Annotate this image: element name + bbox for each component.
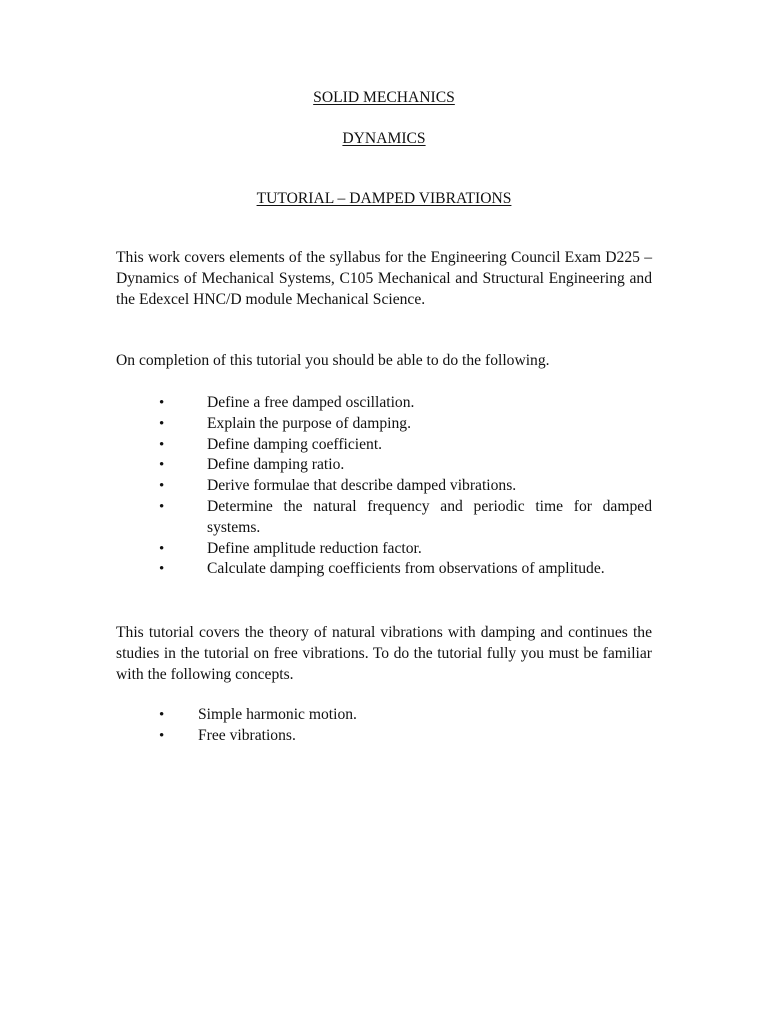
- list-item: [0, 539, 768, 560]
- list-item: [0, 414, 768, 435]
- bullet-icon: •: [159, 436, 165, 453]
- list-item-text: Calculate damping coefficients from observations of amplitude.: [207, 560, 605, 578]
- title-tutorial: TUTORIAL – DAMPED VIBRATIONS: [256, 190, 512, 207]
- list-item-text: Free vibrations.: [198, 726, 296, 744]
- list-item: [0, 705, 768, 726]
- bullet-icon: •: [159, 457, 165, 474]
- bullet-icon: •: [159, 727, 165, 744]
- list-item: [0, 476, 768, 497]
- prerequisites-list: [0, 705, 768, 747]
- list-item: [0, 497, 768, 539]
- prerequisites-lead: This tutorial covers the theory of natural vibrations with damping and continues the studies in the tutorial on free vibrations. To do the tutorial fully you must be familiar with the following concepts.: [116, 624, 652, 683]
- bullet-icon: •: [159, 478, 165, 495]
- list-item-text: Define damping ratio.: [207, 456, 345, 474]
- list-item: [0, 393, 768, 414]
- bullet-icon: •: [159, 498, 165, 515]
- objectives-lead: On completion of this tutorial you should be able to do the following.: [116, 352, 550, 369]
- list-item-text: Define amplitude reduction factor.: [207, 539, 422, 557]
- list-item-text: Define damping coefficient.: [207, 435, 383, 453]
- bullet-icon: •: [159, 540, 165, 557]
- bullet-icon: •: [159, 707, 165, 723]
- bullet-icon: •: [159, 395, 165, 411]
- list-item: [0, 726, 768, 747]
- list-item-text: Derive formulae that describe damped vibrations.: [207, 477, 517, 495]
- intro-paragraph: This work covers elements of the syllabus for the Engineering Council Exam D225 – Dynamics of Mechanical Systems, C105 Mechanical and Structural Engineering and the Edexcel HNC/D module Mechanical Science.: [116, 249, 652, 308]
- list-item-text: Explain the purpose of damping.: [207, 414, 411, 432]
- bullet-icon: •: [159, 561, 165, 578]
- title-dynamics: DYNAMICS: [342, 130, 426, 147]
- list-item: [0, 435, 768, 456]
- list-item-text: Determine the natural frequency and periodic time for damped systems.: [207, 497, 652, 536]
- list-item-text: Simple harmonic motion.: [198, 706, 357, 723]
- objectives-list: [0, 393, 768, 580]
- bullet-icon: •: [159, 415, 165, 432]
- list-item-text: Define a free damped oscillation.: [207, 394, 415, 411]
- list-item: [0, 455, 768, 476]
- title-solid-mechanics: SOLID MECHANICS: [313, 89, 455, 106]
- list-item: [0, 559, 768, 580]
